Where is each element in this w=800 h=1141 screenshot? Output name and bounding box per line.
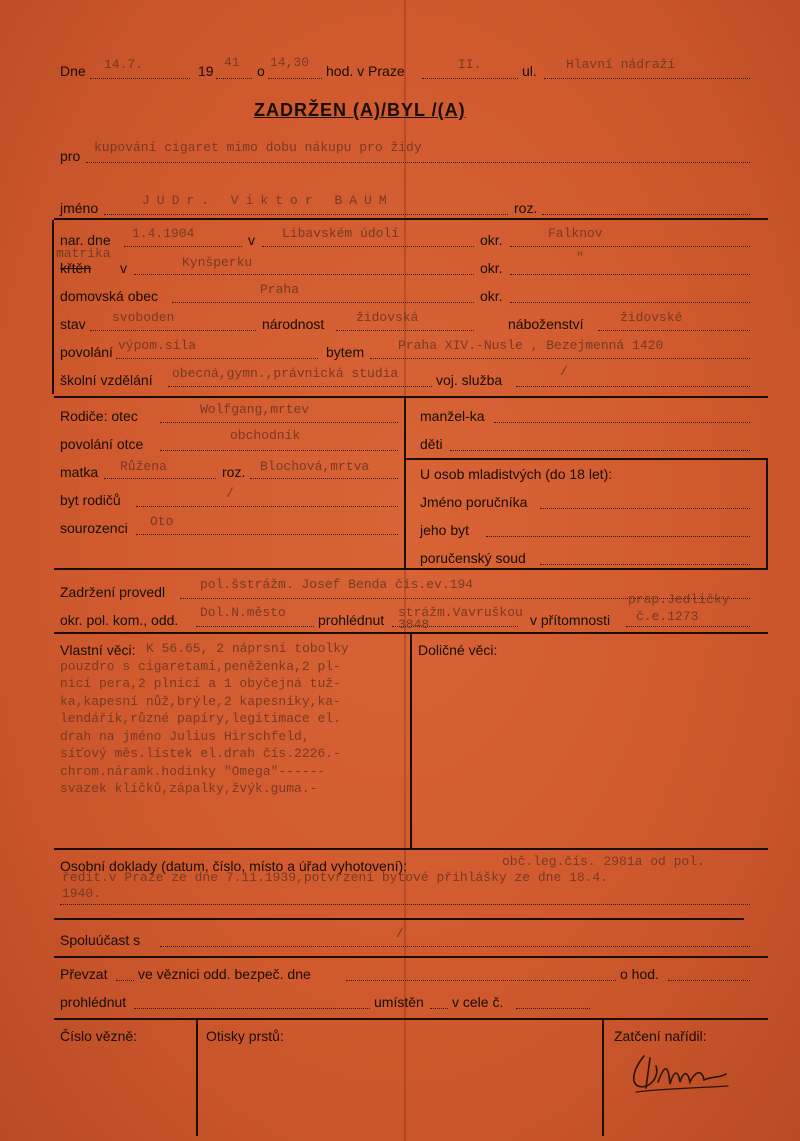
children-line: [450, 450, 750, 451]
presence-line: [626, 626, 750, 627]
mother-maiden-label: roz.: [222, 464, 246, 480]
occupation-line: [116, 358, 318, 359]
year-label: 19: [198, 63, 214, 79]
home-district-line: [510, 302, 750, 303]
spouse-line: [494, 422, 750, 423]
reason-value: kupování cigaret mimo dobu nákupu pro židy: [94, 140, 422, 155]
cell-line: [516, 1008, 590, 1009]
transfer-time-label: o hod.: [620, 966, 659, 982]
religion-value: židovské: [620, 310, 683, 325]
baptized-label: křtěn: [60, 260, 92, 276]
belongings-line: síťový měs.lístek el.drah čís.2226.-: [60, 746, 341, 761]
name-label: jméno: [60, 200, 99, 216]
presence-value-1: prap.Jedličky: [628, 592, 730, 607]
time-line: [268, 78, 322, 79]
baptized-prefix: v: [120, 260, 127, 276]
documents-extra-line: [60, 904, 750, 905]
reason-label: pro: [60, 148, 81, 164]
placed-line: [430, 1008, 448, 1009]
status-line: [90, 330, 256, 331]
divider-transfer: [54, 956, 768, 958]
year-value: 41: [224, 55, 240, 70]
inspected2-label: prohlédnut: [60, 994, 127, 1010]
fingerprints-label: Otisky prstů:: [206, 1028, 284, 1044]
birth-place-label: v: [248, 232, 255, 248]
baptized-line: [134, 274, 474, 275]
time-label: o: [257, 63, 265, 79]
military-value: /: [560, 364, 568, 379]
mother-label: matka: [60, 464, 99, 480]
detained-by-label: Zadržení provedl: [60, 584, 166, 600]
home-district-label: okr.: [480, 288, 503, 304]
father-value: Wolfgang,mrtev: [200, 402, 310, 417]
residence-line: [370, 358, 750, 359]
minors-label: U osob mladistvých (do 18 let):: [420, 466, 613, 482]
mother-maiden-line: [250, 478, 398, 479]
bottom-divider-2: [602, 1020, 604, 1136]
divider-bottom: [54, 1018, 768, 1020]
spouse-label: manžel-ka: [420, 408, 485, 424]
divider-documents: [54, 848, 768, 850]
birth-value: 1.4.1904: [132, 226, 195, 241]
religion-label: náboženství: [508, 316, 584, 332]
guardianship-court-label: poručenský soud: [420, 550, 526, 566]
mother-maiden-value: Blochová,mrtva: [260, 459, 370, 474]
documents-line-1: obč.leg.čís. 2981a od pol.: [502, 854, 705, 869]
street-value: Hlavní nádraží: [566, 57, 676, 72]
divider-parents: [54, 396, 768, 398]
district-value: II.: [458, 57, 482, 72]
baptized-district-value: ": [576, 250, 584, 265]
minors-box-right: [766, 458, 768, 568]
guardianship-court-line: [540, 564, 750, 565]
left-bracket: [52, 220, 54, 394]
street-label: ul.: [522, 63, 537, 79]
documents-label: Osobní doklady (datum, číslo, místo a úřad vyhotovení):: [60, 858, 408, 874]
divider-top: [54, 218, 768, 220]
form-title: ZADRŽEN (A)/BYL /(A): [254, 100, 466, 120]
home-line: [172, 302, 474, 303]
police-dept-value: Dol.N.město: [200, 605, 286, 620]
placed-label: umístěn: [374, 994, 424, 1010]
birth-place-value: Libavském údolí: [282, 226, 400, 241]
baptized-value: Kynšperku: [182, 255, 253, 270]
maiden-line: [542, 214, 750, 215]
name-line: [104, 214, 508, 215]
occupation-value: výpom.síla: [118, 338, 197, 353]
belongings-line: pouzdro s cigaretami,peněženka,2 pl-: [60, 658, 341, 674]
baptized-district-line: [510, 274, 750, 275]
belongings-line: K 56.65, 2 náprsní tobolky: [146, 641, 349, 656]
parents-residence-line: [136, 506, 398, 507]
military-label: voj. služba: [436, 372, 503, 388]
nationality-line: [336, 330, 474, 331]
belongings-line: chrom.náramk.hodinky "Omega"------: [60, 763, 326, 779]
paper-fold: [404, 0, 406, 1141]
transfer-short-line: [116, 980, 134, 981]
inspected-label: prohlédnut: [318, 612, 385, 628]
presence-label: v přítomnosti: [530, 612, 611, 628]
transfer-text: ve věznici odd. bezpeč. dne: [138, 966, 311, 982]
inspected-number: 3848: [398, 617, 430, 632]
siblings-label: sourozenci: [60, 520, 128, 536]
birth-district-label: okr.: [480, 232, 503, 248]
baptized-district-label: okr.: [480, 260, 503, 276]
presence-value-2: č.e.1273: [636, 609, 699, 624]
status-label: stav: [60, 316, 86, 332]
parents-residence-label: byt rodičů: [60, 492, 121, 508]
signature-icon: [630, 1048, 730, 1096]
home-value: Praha: [260, 282, 300, 297]
education-line: [168, 386, 432, 387]
inspected2-line: [134, 1008, 370, 1009]
transfer-label: Převzat: [60, 966, 108, 982]
place-label: hod. v Praze: [326, 63, 405, 79]
year-line: [216, 78, 252, 79]
parents-residence-value: /: [226, 486, 234, 501]
police-dept-line: [196, 626, 314, 627]
transfer-date-line: [346, 980, 616, 981]
guardian-label: Jméno poručníka: [420, 494, 528, 510]
date-label: Dne: [60, 63, 86, 79]
status-value: svoboden: [112, 310, 175, 325]
mother-line: [104, 478, 216, 479]
birth-place-line: [262, 246, 474, 247]
belongings-line: nicí pera,2 plnicí a 1 obyčejná tuž-: [60, 676, 341, 691]
prisoner-number-label: Číslo vězně:: [60, 1028, 138, 1044]
mother-value: Růžena: [120, 459, 167, 474]
date-line: [90, 78, 190, 79]
transfer-time-line: [668, 980, 750, 981]
nationality-label: národnost: [262, 316, 325, 332]
occupation-label: povolání: [60, 344, 113, 360]
parents-label: Rodiče: otec: [60, 408, 138, 424]
accomplice-label: Spoluúčast s: [60, 932, 141, 948]
accomplice-value: /: [396, 926, 404, 941]
time-value: 14,30: [270, 55, 310, 70]
guardian-residence-label: jeho byt: [420, 522, 470, 538]
maiden-label: roz.: [514, 200, 538, 216]
divider-detention: [54, 568, 768, 570]
birth-line: [124, 246, 242, 247]
street-line: [544, 78, 750, 79]
father-occupation-line: [160, 450, 398, 451]
detained-by-value: pol.šstrážm. Josef Benda čís.ev.194: [200, 577, 474, 592]
birth-label: nar. dne: [60, 232, 111, 248]
parents-column-divider: [404, 398, 406, 568]
belongings-text: [60, 640, 349, 798]
nationality-value: židovská: [356, 310, 419, 325]
reason-line: [86, 162, 750, 163]
father-occupation-label: povolání otce: [60, 436, 144, 452]
belongings-label: Vlastní věci:: [60, 642, 136, 658]
birth-district-value: Falknov: [548, 226, 603, 241]
belongings-line: lendářík,různé papíry,legitimace el.: [60, 711, 341, 726]
inspected-value: strážm.Vavruškou: [398, 605, 523, 620]
residence-value: Praha XIV.-Nusle , Bezejmenná 1420: [398, 338, 664, 353]
siblings-value: Oto: [150, 514, 174, 529]
belongings-line: drah na jméno Julius Hirschfeld,: [60, 728, 310, 744]
father-line: [160, 422, 398, 423]
evidence-label: Doličné věci:: [418, 642, 498, 658]
guardian-line: [540, 508, 750, 509]
residence-label: bytem: [326, 344, 365, 360]
belongings-column-divider: [410, 634, 412, 848]
military-line: [516, 386, 750, 387]
belongings-line: svazek klíčků,zápalky,žvýk.guma.-: [60, 781, 318, 796]
children-label: děti: [420, 436, 443, 452]
birth-district-line: [510, 246, 750, 247]
minors-box-top: [406, 458, 768, 460]
siblings-line: [136, 534, 398, 535]
guardian-residence-line: [486, 536, 750, 537]
date-value: 14.7.: [104, 57, 144, 72]
belongings-line: ka,kapesní nůž,brýle,2 kapesníky,ka-: [60, 693, 341, 709]
cell-label: v cele č.: [452, 994, 504, 1010]
ordered-by-label: Zatčení nařídil:: [614, 1028, 707, 1044]
home-label: domovská obec: [60, 288, 159, 304]
divider-accomplice: [54, 918, 744, 920]
bottom-divider-1: [196, 1020, 198, 1136]
documents-line-3: 1940.: [62, 886, 102, 901]
education-value: obecná,gymn.,právnická studia: [172, 366, 399, 381]
father-occupation-value: obchodník: [230, 428, 301, 443]
name-value: JUDr. Viktor BAUM: [142, 193, 394, 208]
religion-line: [598, 330, 750, 331]
education-label: školní vzdělání: [60, 372, 153, 388]
district-line: [422, 78, 518, 79]
accomplice-line: [160, 946, 750, 947]
police-dept-label: okr. pol. kom., odd.: [60, 612, 179, 628]
registry-typed: matrika: [56, 246, 111, 261]
documents-line-2: ředit.v Praze ze dne 7.11.1939,potvrzení bytové přihlášky ze dne 18.4.: [62, 870, 609, 885]
